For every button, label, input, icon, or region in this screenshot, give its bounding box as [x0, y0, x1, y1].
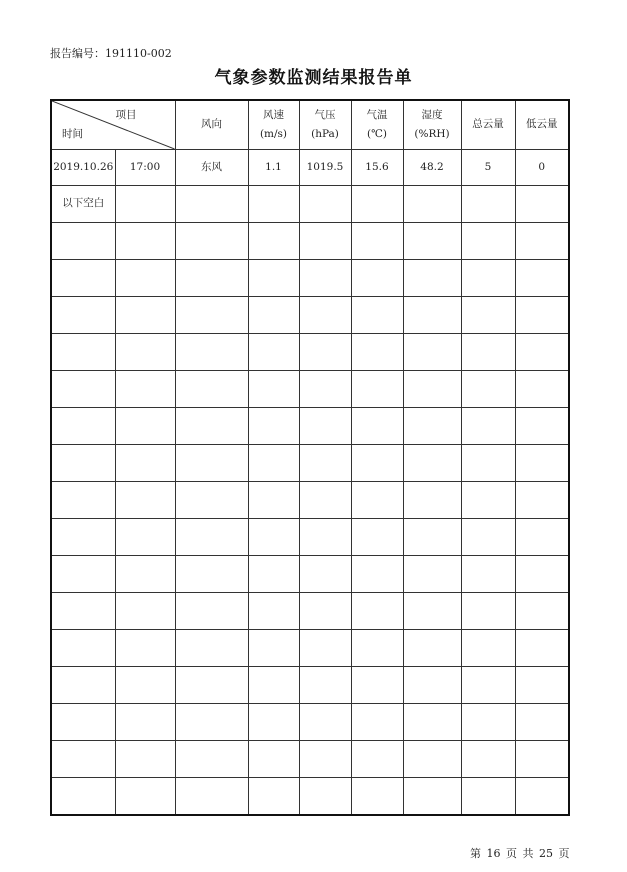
table-row-empty	[51, 630, 569, 667]
table-row-empty	[51, 556, 569, 593]
empty-cell	[51, 445, 115, 482]
empty-cell	[403, 186, 461, 223]
header-unit: (m/s)	[259, 128, 288, 140]
empty-cell	[299, 186, 351, 223]
empty-cell	[299, 371, 351, 408]
empty-cell	[461, 445, 515, 482]
header-label: 湿度	[421, 108, 443, 121]
empty-cell	[461, 223, 515, 260]
header-item-label: 项目	[115, 109, 137, 121]
empty-cell	[299, 297, 351, 334]
empty-cell	[461, 778, 515, 816]
empty-cell	[115, 630, 175, 667]
empty-cell	[248, 556, 299, 593]
empty-cell	[351, 556, 403, 593]
empty-cell	[115, 741, 175, 778]
empty-cell	[299, 482, 351, 519]
empty-cell	[299, 445, 351, 482]
table-header-row	[51, 100, 569, 150]
empty-cell	[248, 445, 299, 482]
empty-cell	[299, 408, 351, 445]
empty-cell	[175, 704, 248, 741]
report-number: 报告编号：191110-002	[50, 47, 172, 60]
empty-cell	[175, 593, 248, 630]
empty-cell	[175, 186, 248, 223]
empty-cell	[299, 741, 351, 778]
empty-cell	[248, 408, 299, 445]
empty-cell	[175, 778, 248, 816]
cell-low-cloud: 0	[515, 150, 569, 186]
empty-cell	[351, 741, 403, 778]
empty-cell	[248, 667, 299, 704]
cell-wind-speed: 1.1	[248, 150, 299, 186]
header-time-label: 时间	[62, 127, 83, 140]
empty-cell	[115, 186, 175, 223]
empty-cell	[403, 741, 461, 778]
table-row	[51, 150, 569, 186]
empty-cell	[515, 778, 569, 816]
blank-rows	[51, 223, 569, 816]
table-row-empty	[51, 741, 569, 778]
empty-cell	[403, 778, 461, 816]
empty-cell	[115, 408, 175, 445]
empty-cell	[351, 519, 403, 556]
empty-cell	[351, 704, 403, 741]
empty-cell	[175, 630, 248, 667]
table-row-empty	[51, 260, 569, 297]
empty-cell	[175, 223, 248, 260]
empty-cell	[248, 519, 299, 556]
empty-cell	[403, 556, 461, 593]
empty-cell	[115, 482, 175, 519]
empty-cell	[515, 630, 569, 667]
empty-cell	[115, 371, 175, 408]
table-row-empty	[51, 223, 569, 260]
header-wind-speed	[248, 100, 299, 150]
cell-temperature: 15.6	[351, 150, 403, 186]
empty-cell	[175, 741, 248, 778]
blank-note: 以下空白	[51, 186, 115, 223]
empty-cell	[299, 223, 351, 260]
empty-cell	[461, 593, 515, 630]
table-row-empty	[51, 297, 569, 334]
empty-cell	[461, 667, 515, 704]
empty-cell	[461, 519, 515, 556]
empty-cell	[351, 630, 403, 667]
page-title: 气象参数监测结果报告单	[214, 68, 413, 88]
empty-cell	[515, 556, 569, 593]
diagonal-divider	[52, 101, 175, 149]
empty-cell	[51, 556, 115, 593]
empty-cell	[299, 260, 351, 297]
empty-cell	[175, 260, 248, 297]
table-row-empty	[51, 482, 569, 519]
empty-cell	[299, 778, 351, 816]
empty-cell	[515, 334, 569, 371]
empty-cell	[515, 371, 569, 408]
empty-cell	[515, 519, 569, 556]
cell-total-cloud: 5	[461, 150, 515, 186]
empty-cell	[248, 482, 299, 519]
header-pressure	[299, 100, 351, 150]
empty-cell	[461, 482, 515, 519]
header-label: 风向	[201, 118, 222, 131]
header-label: 气温	[366, 108, 388, 121]
table-row-empty	[51, 371, 569, 408]
empty-cell	[175, 297, 248, 334]
empty-cell	[403, 482, 461, 519]
empty-cell	[51, 334, 115, 371]
empty-cell	[351, 186, 403, 223]
empty-cell	[248, 260, 299, 297]
table-row-empty	[51, 408, 569, 445]
cell-time: 17:00	[115, 150, 175, 186]
empty-cell	[299, 334, 351, 371]
empty-cell	[51, 741, 115, 778]
empty-cell	[248, 186, 299, 223]
table-row-empty	[51, 519, 569, 556]
header-label: 总云量	[472, 118, 504, 131]
empty-cell	[299, 704, 351, 741]
empty-cell	[403, 704, 461, 741]
empty-cell	[175, 556, 248, 593]
header-low-cloud	[515, 100, 569, 150]
empty-cell	[351, 260, 403, 297]
empty-cell	[403, 445, 461, 482]
empty-cell	[248, 704, 299, 741]
empty-cell	[115, 667, 175, 704]
empty-cell	[515, 223, 569, 260]
table-row-empty	[51, 593, 569, 630]
empty-cell	[248, 371, 299, 408]
empty-cell	[248, 630, 299, 667]
header-label: 风速	[263, 108, 284, 121]
empty-cell	[51, 778, 115, 816]
empty-cell	[515, 186, 569, 223]
empty-cell	[248, 741, 299, 778]
header-unit: (℃)	[367, 128, 387, 140]
empty-cell	[515, 297, 569, 334]
empty-cell	[461, 741, 515, 778]
empty-cell	[461, 334, 515, 371]
empty-cell	[403, 630, 461, 667]
empty-cell	[461, 704, 515, 741]
empty-cell	[175, 519, 248, 556]
empty-cell	[115, 445, 175, 482]
empty-cell	[515, 741, 569, 778]
empty-cell	[175, 371, 248, 408]
empty-cell	[299, 519, 351, 556]
empty-cell	[51, 297, 115, 334]
page-footer: 第 16 页 共 25 页	[470, 847, 570, 860]
empty-cell	[351, 778, 403, 816]
empty-cell	[351, 297, 403, 334]
empty-cell	[403, 371, 461, 408]
empty-cell	[461, 260, 515, 297]
empty-cell	[403, 334, 461, 371]
empty-cell	[175, 445, 248, 482]
empty-cell	[51, 519, 115, 556]
empty-cell	[51, 223, 115, 260]
header-label: 低云量	[526, 118, 558, 131]
empty-cell	[175, 408, 248, 445]
empty-cell	[403, 519, 461, 556]
empty-cell	[351, 223, 403, 260]
empty-cell	[175, 334, 248, 371]
empty-cell	[515, 593, 569, 630]
empty-cell	[51, 408, 115, 445]
empty-cell	[248, 593, 299, 630]
empty-cell	[51, 371, 115, 408]
table-row-empty	[51, 334, 569, 371]
empty-cell	[351, 371, 403, 408]
cell-wind-direction: 东风	[175, 150, 248, 186]
table-row-empty	[51, 778, 569, 816]
empty-cell	[51, 260, 115, 297]
header-corner-cell	[51, 100, 175, 150]
empty-cell	[299, 630, 351, 667]
empty-cell	[461, 630, 515, 667]
empty-cell	[403, 593, 461, 630]
empty-cell	[51, 482, 115, 519]
empty-cell	[115, 297, 175, 334]
table-row-empty	[51, 667, 569, 704]
empty-cell	[515, 260, 569, 297]
empty-cell	[351, 482, 403, 519]
empty-cell	[115, 704, 175, 741]
empty-cell	[461, 408, 515, 445]
empty-cell	[175, 482, 248, 519]
header-humidity	[403, 100, 461, 150]
empty-cell	[403, 223, 461, 260]
empty-cell	[351, 334, 403, 371]
cell-pressure: 1019.5	[299, 150, 351, 186]
empty-cell	[515, 667, 569, 704]
empty-cell	[115, 519, 175, 556]
table-row-blank-note	[51, 186, 569, 223]
empty-cell	[515, 704, 569, 741]
empty-cell	[115, 223, 175, 260]
empty-cell	[515, 408, 569, 445]
empty-cell	[461, 556, 515, 593]
empty-cell	[115, 556, 175, 593]
empty-cell	[351, 408, 403, 445]
empty-cell	[351, 667, 403, 704]
empty-cell	[51, 667, 115, 704]
table-row-empty	[51, 445, 569, 482]
header-label: 气压	[314, 108, 336, 121]
table-row-empty	[51, 704, 569, 741]
header-unit: (hPa)	[311, 128, 339, 140]
empty-cell	[515, 445, 569, 482]
empty-cell	[248, 334, 299, 371]
empty-cell	[351, 593, 403, 630]
empty-cell	[403, 667, 461, 704]
empty-cell	[51, 630, 115, 667]
empty-cell	[115, 593, 175, 630]
empty-cell	[403, 260, 461, 297]
empty-cell	[115, 334, 175, 371]
empty-cell	[403, 408, 461, 445]
header-total-cloud	[461, 100, 515, 150]
cell-date: 2019.10.26	[51, 150, 115, 186]
empty-cell	[51, 593, 115, 630]
empty-cell	[248, 778, 299, 816]
empty-cell	[299, 667, 351, 704]
empty-cell	[461, 371, 515, 408]
empty-cell	[299, 556, 351, 593]
empty-cell	[248, 223, 299, 260]
cell-humidity: 48.2	[403, 150, 461, 186]
empty-cell	[461, 297, 515, 334]
empty-cell	[515, 482, 569, 519]
empty-cell	[403, 297, 461, 334]
header-wind-direction	[175, 100, 248, 150]
weather-results-table	[50, 99, 570, 816]
empty-cell	[51, 704, 115, 741]
empty-cell	[115, 778, 175, 816]
header-temperature	[351, 100, 403, 150]
empty-cell	[299, 593, 351, 630]
header-unit: (%RH)	[414, 128, 450, 140]
empty-cell	[351, 445, 403, 482]
empty-cell	[248, 297, 299, 334]
empty-cell	[175, 667, 248, 704]
empty-cell	[115, 260, 175, 297]
empty-cell	[461, 186, 515, 223]
